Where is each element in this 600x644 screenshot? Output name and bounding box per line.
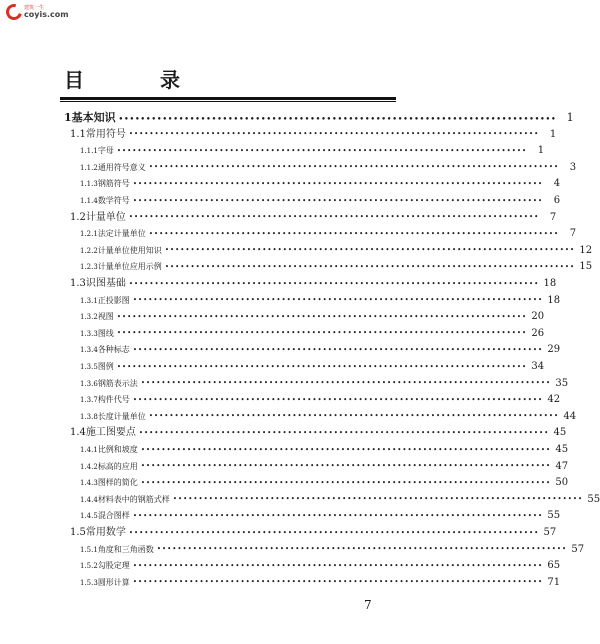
toc-entry-title: 计量单位使用知识 xyxy=(97,245,162,255)
toc-dot-leader: •••••••••••••••••••••••••••••••••••••••••••••••••••••••••••••••••••••••••••••••• xyxy=(140,462,552,471)
toc-entry-number: 1.5.3 xyxy=(80,578,98,587)
toc-entry xyxy=(80,326,545,342)
toc-dot-leader: •••••••••••••••••••••••••••••••••••••••••••••••••••••••••••••••••••••••••••••••• xyxy=(116,312,528,321)
toc-entry-page: 55 xyxy=(587,493,600,505)
toc-entry-page: 57 xyxy=(571,543,585,555)
toc-entry-title: 图线 xyxy=(97,328,114,338)
toc-dot-leader: •••••••••••••••••••••••••••••••••••••••••••••••••••••••••••••••••••••••••••••••• xyxy=(132,179,544,188)
toc-entry-page: 6 xyxy=(553,195,561,206)
toc-entry xyxy=(70,276,557,292)
toc-entry-number: 1.2.3 xyxy=(80,263,98,272)
toc-entry-number: 1.1.1 xyxy=(80,147,98,156)
toc-entry-number: 1.4.3 xyxy=(80,479,98,488)
toc-entry-page: 1 xyxy=(537,145,545,157)
toc-entry-title: 构件代号 xyxy=(97,395,130,405)
toc-entry xyxy=(70,425,567,441)
toc-entry-title: 图样的简化 xyxy=(97,478,138,488)
toc-entry-title: 材料表中的钢筋式样 xyxy=(97,494,170,504)
toc-dot-leader: •••••••••••••••••••••••••••••••••••••••••••••••••••••••••••••••••••••••••••••••• xyxy=(116,329,528,338)
watermark-url-text: coyis.com xyxy=(24,9,69,19)
toc-dot-leader: •••••••••••••••••••••••••••••••••••••••••••••••••••••••••••••••••••••••••••••••• xyxy=(140,478,552,487)
toc-entry xyxy=(80,376,569,392)
toc-entry-number: 1.3.2 xyxy=(80,313,98,322)
toc-entry-number: 1.4.2 xyxy=(80,462,98,471)
toc-entry-title: 字母 xyxy=(97,146,114,156)
toc-entry-number: 1.1.3 xyxy=(80,180,98,189)
toc-dot-leader: •••••••••••••••••••••••••••••••••••••••••••••••••••••••••••••••••••••••••••••••• xyxy=(132,196,544,205)
toc-entry-number: 1.5.2 xyxy=(80,562,98,571)
toc-entry-title: 计量单位 xyxy=(85,211,126,223)
toc-entry-number: 1.3.1 xyxy=(80,296,98,305)
toc-entry-number: 1.4.5 xyxy=(80,512,98,521)
toc-entry xyxy=(80,442,569,458)
title-rule-thick xyxy=(60,97,396,100)
toc-entry-title: 施工图要点 xyxy=(85,427,136,439)
toc-dot-leader: •••••••••••••••••••••••••••••••••••••••••••••••••••••••••••••••••••••••••••••••• xyxy=(140,379,552,388)
toc-dot-leader: •••••••••••••••••••••••••••••••••••••••••••••••••••••••••••••••••••••••••••••••• xyxy=(118,113,557,123)
toc-entry-title: 数学符号 xyxy=(97,196,130,205)
toc-entry-number: 1.5.1 xyxy=(80,545,98,554)
toc-entry-page: 44 xyxy=(563,410,577,422)
toc-dot-leader: •••••••••••••••••••••••••••••••••••••••••••••••••••••••••••••••••••••••••••••••• xyxy=(164,246,576,255)
toc-entry-page: 47 xyxy=(555,460,569,472)
toc-entry-number: 1.1.2 xyxy=(80,163,98,172)
toc-entry-page: 18 xyxy=(543,278,557,289)
toc-entry-number: 1.4.4 xyxy=(80,495,98,504)
toc-entry-title: 长度计量单位 xyxy=(97,411,146,421)
toc-dot-leader: •••••••••••••••••••••••••••••••••••••••••••••••••••••••••••••••••••••••••••••••• xyxy=(116,362,528,371)
toc-entry-title: 比例和坡度 xyxy=(97,445,138,454)
toc-entry-title: 圆形计算 xyxy=(97,577,130,587)
toc-entry-page: 7 xyxy=(549,211,557,223)
page-title: 目 录 xyxy=(64,68,208,92)
toc-entry-page: 1 xyxy=(549,128,557,140)
toc-entry xyxy=(80,342,561,358)
toc-entry-page: 15 xyxy=(579,261,593,273)
toc-entry-title: 角度和三角函数 xyxy=(97,544,154,554)
toc-entry-title: 常用数学 xyxy=(85,527,126,538)
toc-entry-number: 1.3.6 xyxy=(80,379,98,388)
site-watermark xyxy=(6,4,69,20)
toc-entry-title: 图例 xyxy=(97,362,114,371)
toc-entry-page: 35 xyxy=(555,377,569,389)
toc-entry-page: 71 xyxy=(547,576,561,588)
toc-entry-page: 26 xyxy=(531,327,545,339)
toc-entry-number: 1.4 xyxy=(70,427,86,439)
toc-dot-leader: •••••••••••••••••••••••••••••••••••••••••••••••••••••••••••••••••••••••••••••••• xyxy=(132,578,544,587)
toc-entry-number: 1.1.4 xyxy=(80,197,98,205)
toc-entry xyxy=(80,293,561,309)
toc-dot-leader: •••••••••••••••••••••••••••••••••••••••••••••••••••••••••••••••••••••••••••••••• xyxy=(148,163,560,172)
toc-dot-leader: •••••••••••••••••••••••••••••••••••••••••••••••••••••••••••••••••••••••••••••••• xyxy=(128,130,540,139)
toc-entry-page: 57 xyxy=(543,527,557,538)
toc-entry-page: 7 xyxy=(569,228,577,240)
page-number: 7 xyxy=(364,598,372,612)
toc-entry-page: 12 xyxy=(579,244,593,256)
toc-entry xyxy=(80,143,545,159)
toc-dot-leader: •••••••••••••••••••••••••••••••••••••••••••••••••••••••••••••••••••••••••••••••• xyxy=(128,213,540,222)
toc-entry-number: 1.3.5 xyxy=(80,363,98,371)
toc-entry xyxy=(80,176,561,192)
toc-entry-page: 18 xyxy=(547,294,561,306)
toc-dot-leader: •••••••••••••••••••••••••••••••••••••••••••••••••••••••••••••••••••••••••••••••• xyxy=(132,296,544,305)
toc-entry-page: 45 xyxy=(555,444,569,455)
toc-entry-title: 钢筋符号 xyxy=(97,179,130,189)
toc-dot-leader: •••••••••••••••••••••••••••••••••••••••••••••••••••••••••••••••••••••••••••••••• xyxy=(128,279,540,288)
watermark-logo-icon xyxy=(3,1,25,23)
toc-entry-title: 各种标志 xyxy=(97,345,130,355)
toc-entry-page: 20 xyxy=(531,311,545,323)
toc-entry-title: 视图 xyxy=(97,312,114,322)
toc-entry-page: 42 xyxy=(547,394,561,406)
toc-entry xyxy=(80,259,593,275)
toc-dot-leader: •••••••••••••••••••••••••••••••••••••••••••••••••••••••••••••••••••••••••••••••• xyxy=(140,445,552,454)
toc-entry-title: 勾股定理 xyxy=(97,561,130,571)
toc-entry-title: 钢筋表示法 xyxy=(97,378,138,388)
toc-entry-number: 1.1 xyxy=(70,128,86,140)
toc-dot-leader: •••••••••••••••••••••••••••••••••••••••••••••••••••••••••••••••••••••••••••••••• xyxy=(164,262,576,271)
toc-dot-leader: •••••••••••••••••••••••••••••••••••••••••••••••••••••••••••••••••••••••••••••••• xyxy=(132,345,544,354)
toc-entry xyxy=(80,492,600,508)
toc-entry-page: 55 xyxy=(547,510,561,522)
toc-dot-leader: •••••••••••••••••••••••••••••••••••••••••••••••••••••••••••••••••••••••••••••••• xyxy=(128,528,540,537)
toc-entry-page: 50 xyxy=(555,477,569,489)
toc-entry-page: 1 xyxy=(566,111,574,124)
toc-dot-leader: •••••••••••••••••••••••••••••••••••••••••••••••••••••••••••••••••••••••••••••••• xyxy=(172,495,584,504)
toc-entry xyxy=(80,542,585,558)
toc-entry-number: 1.5 xyxy=(70,527,86,538)
toc-entry xyxy=(80,226,577,242)
toc-entry xyxy=(80,575,561,591)
toc-entry xyxy=(80,359,545,375)
toc-entry xyxy=(80,475,569,491)
toc-entry xyxy=(70,127,557,143)
toc-entry-number: 1.3.4 xyxy=(80,346,98,355)
toc-entry xyxy=(70,210,557,226)
toc-entry-number: 1.3.8 xyxy=(80,412,98,421)
toc-entry xyxy=(80,459,569,475)
toc-entry xyxy=(70,525,557,541)
toc-entry-title: 正投影图 xyxy=(97,295,130,305)
toc-entry-number: 1.3 xyxy=(70,278,86,289)
toc-entry-title: 常用符号 xyxy=(85,128,126,140)
toc-entry-number: 1 xyxy=(64,111,72,124)
toc-entry-number: 1.3.7 xyxy=(80,396,98,405)
toc-entry-title: 法定计量单位 xyxy=(97,229,146,239)
toc-entry-title: 混合图样 xyxy=(97,511,130,521)
toc-dot-leader: •••••••••••••••••••••••••••••••••••••••••••••••••••••••••••••••••••••••••••••••• xyxy=(132,395,544,404)
toc-entry-number: 1.3.3 xyxy=(80,329,98,338)
toc-dot-leader: •••••••••••••••••••••••••••••••••••••••••••••••••••••••••••••••••••••••••••••••• xyxy=(138,428,550,437)
toc-entry-title: 通用符号意义 xyxy=(97,162,146,172)
toc-entry-number: 1.2.2 xyxy=(80,246,98,255)
toc-entry xyxy=(80,558,561,574)
toc-entry-number: 1.2.1 xyxy=(80,230,98,239)
toc-entry xyxy=(80,309,545,325)
toc-entry-title: 标高的应用 xyxy=(97,461,138,471)
toc-dot-leader: •••••••••••••••••••••••••••••••••••••••••••••••••••••••••••••••••••••••••••••••• xyxy=(116,146,528,155)
toc-entry-page: 34 xyxy=(531,361,545,372)
toc-entry-page: 4 xyxy=(553,178,561,190)
toc-entry xyxy=(80,508,561,524)
toc-entry-number: 1.4.1 xyxy=(80,446,98,454)
title-rule-thin xyxy=(60,101,396,102)
toc-entry-number: 1.2 xyxy=(70,211,86,223)
toc-entry-page: 45 xyxy=(553,427,567,439)
toc-entry xyxy=(80,409,577,425)
toc-entry-title: 计量单位应用示例 xyxy=(97,262,162,272)
toc-entry-page: 3 xyxy=(569,161,577,173)
toc-entry-page: 65 xyxy=(547,560,561,572)
watermark-top-text: 建筑一生 xyxy=(24,4,45,11)
toc-entry xyxy=(80,392,561,408)
toc-dot-leader: •••••••••••••••••••••••••••••••••••••••••••••••••••••••••••••••••••••••••••••••• xyxy=(156,545,568,554)
toc-entry xyxy=(80,243,593,259)
toc-entry xyxy=(64,110,574,126)
toc-entry-title: 识图基础 xyxy=(85,278,126,289)
toc-entry-page: 29 xyxy=(547,344,561,356)
toc-entry xyxy=(80,160,577,176)
toc-dot-leader: •••••••••••••••••••••••••••••••••••••••••••••••••••••••••••••••••••••••••••••••• xyxy=(132,511,544,520)
toc-dot-leader: •••••••••••••••••••••••••••••••••••••••••••••••••••••••••••••••••••••••••••••••• xyxy=(148,229,560,238)
toc-dot-leader: •••••••••••••••••••••••••••••••••••••••••••••••••••••••••••••••••••••••••••••••• xyxy=(132,561,544,570)
toc-dot-leader: •••••••••••••••••••••••••••••••••••••••••••••••••••••••••••••••••••••••••••••••• xyxy=(148,412,560,421)
toc-entry-title: 基本知识 xyxy=(71,111,116,124)
toc-entry xyxy=(80,193,561,209)
